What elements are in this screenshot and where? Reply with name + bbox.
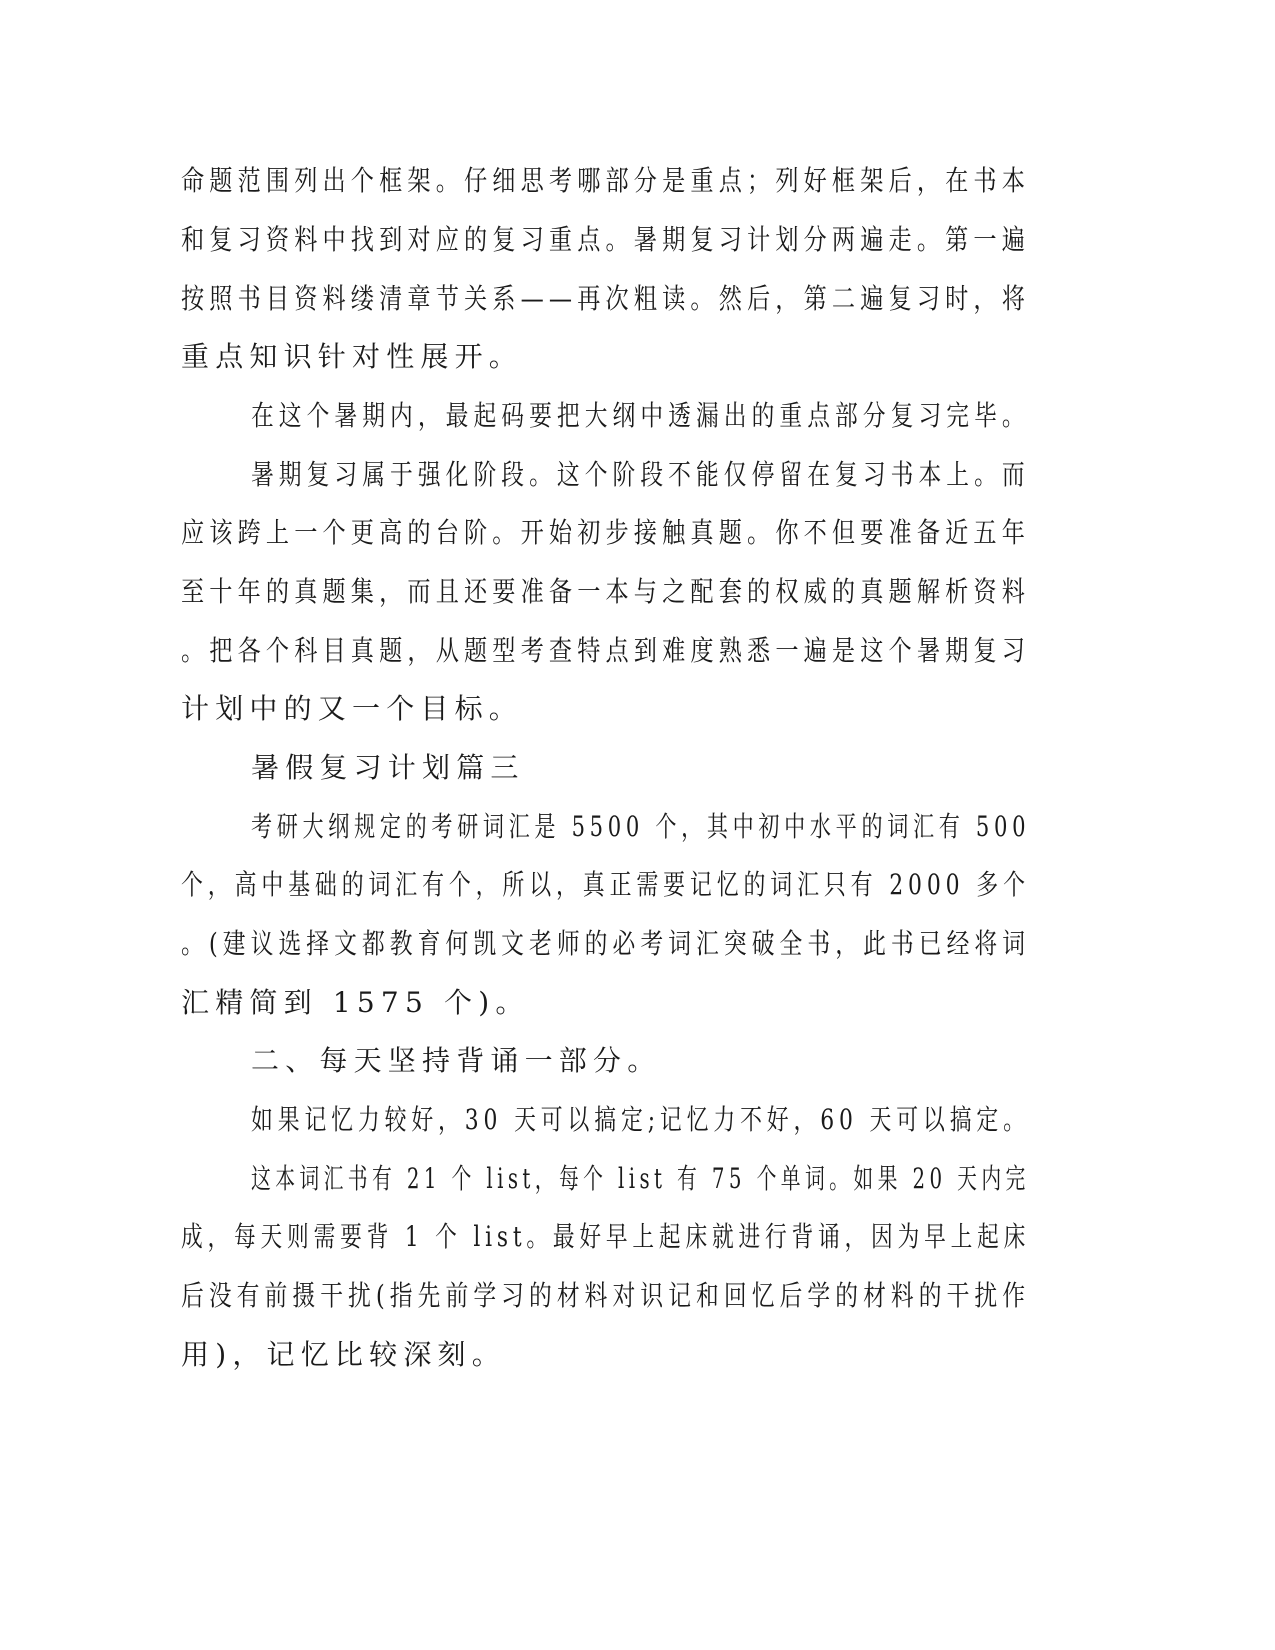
text-line: 汇精简到 1575 个)。 [181,986,530,1019]
text-line: 二、每天坚持背诵一部分。 [251,1044,662,1077]
text-line: 考研大纲规定的考研词汇是 5500 个，其中初中水平的词汇有 500 [251,810,1031,843]
text-line: 。(建议选择文都教育何凯文老师的必考词汇突破全书，此书已经将词 [181,927,1031,960]
text-line: 成，每天则需要背 1 个 list。最好早上起床就进行背诵，因为早上起床 [181,1220,1031,1253]
text-line: 命题范围列出个框架。仔细思考哪部分是重点；列好框架后，在书本 [181,164,1031,197]
text-line: 后没有前摄干扰(指先前学习的材料对识记和回忆后学的材料的干扰作 [181,1279,1031,1312]
text-line: 如果记忆力较好，30 天可以搞定;记忆力不好，60 天可以搞定。 [251,1103,1030,1136]
text-line: 在这个暑期内，最起码要把大纲中透漏出的重点部分复习完毕。 [251,399,1030,432]
text-line: 和复习资料中找到对应的复习重点。暑期复习计划分两遍走。第一遍 [181,223,1031,256]
text-line: 按照书目资料缕清章节关系——再次粗读。然后，第二遍复习时，将 [181,282,1031,315]
text-line: 计划中的又一个目标。 [181,692,524,725]
text-line: 重点知识针对性展开。 [181,340,524,373]
text-line: 至十年的真题集，而且还要准备一本与之配套的权威的真题解析资料 [181,575,1031,608]
text-line: 这本词汇书有 21 个 list，每个 list 有 75 个单词。如果 20 天内完 [251,1162,1030,1195]
text-line: 。把各个科目真题，从题型考查特点到难度熟悉一遍是这个暑期复习 [181,634,1031,667]
text-line: 应该跨上一个更高的台阶。开始初步接触真题。你不但要准备近五年 [181,516,1031,549]
text-line: 个，高中基础的词汇有个，所以，真正需要记忆的词汇只有 2000 多个 [181,868,1030,901]
text-line: 暑期复习属于强化阶段。这个阶段不能仅停留在复习书本上。而 [251,458,1030,491]
text-line: 用)，记忆比较深刻。 [181,1338,506,1371]
section-heading: 暑假复习计划篇三 [251,751,525,784]
